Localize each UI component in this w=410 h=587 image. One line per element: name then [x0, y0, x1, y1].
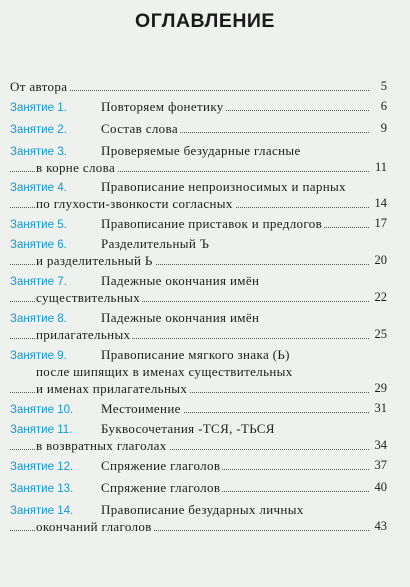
toc-entry-content [10, 236, 211, 251]
page-number: 43 [374, 519, 387, 533]
toc-entry[interactable] [10, 420, 387, 454]
toc-entry-content [36, 160, 117, 175]
toc-entry-continuation [10, 195, 387, 212]
lesson-title: Разделительный Ъ [101, 236, 210, 251]
lesson-title: существительных [36, 290, 141, 305]
toc-entry-line [10, 346, 387, 363]
toc-entry-content [10, 143, 303, 158]
toc-entry-line [10, 272, 387, 289]
toc-entry-continuation [10, 289, 387, 306]
toc-entry-content [10, 179, 348, 194]
page-number: 17 [374, 216, 387, 230]
lesson-title: Состав слова [101, 121, 178, 136]
toc-entry-content [36, 364, 295, 379]
page-number: 14 [374, 196, 387, 210]
lesson-label: Занятие 3. [10, 146, 67, 158]
toc-entry-content [10, 480, 222, 495]
toc-entry-line [10, 78, 387, 95]
lesson-title: Падежные окончания имён [101, 273, 260, 288]
toc-entry-content [36, 253, 155, 268]
toc-entry-line [10, 215, 387, 232]
lesson-label: Занятие 11. [10, 424, 73, 436]
page-number: 9 [380, 121, 387, 135]
toc-entry-content [10, 121, 180, 136]
lesson-label: Занятие 12. [10, 461, 74, 473]
toc-entry-line [10, 309, 387, 326]
toc-entry[interactable] [10, 235, 387, 269]
toc-entry-content [36, 519, 154, 534]
lesson-label: Занятие 7. [10, 276, 67, 288]
lesson-title: после шипящих в именах существительных [36, 364, 293, 379]
toc-entry[interactable] [10, 215, 387, 232]
lesson-label: Занятие 4. [10, 182, 67, 194]
toc-entry-content [36, 438, 169, 453]
lesson-title: окончаний глаголов [36, 519, 152, 534]
lesson-label: Занятие 2. [10, 124, 67, 136]
toc-entry[interactable] [10, 142, 387, 176]
toc-entry[interactable] [10, 400, 387, 417]
toc-entry[interactable] [10, 479, 387, 496]
lesson-title: Повторяем фонетику [101, 99, 224, 114]
page-title: ОГЛАВЛЕНИЕ [135, 10, 275, 32]
page-number: 25 [374, 327, 387, 341]
toc-entry-content [10, 347, 292, 362]
page-number: 29 [374, 381, 387, 395]
toc-entry[interactable] [10, 178, 387, 212]
lesson-title: От автора [10, 79, 68, 94]
toc-entry-continuation [10, 326, 387, 343]
toc-entry-content [10, 216, 324, 231]
lesson-label: Занятие 10. [10, 404, 74, 416]
page-number: 40 [374, 480, 387, 494]
toc-entry[interactable] [10, 309, 387, 343]
lesson-title: Правописание приставок и предлогов [101, 216, 323, 231]
lesson-title: Местоимение [101, 401, 181, 416]
toc-entry-continuation [10, 363, 387, 380]
toc-entry-line [10, 142, 387, 159]
lesson-title: Спряжение глаголов [101, 458, 221, 473]
lesson-label: Занятие 14. [10, 505, 74, 517]
lesson-title: Буквосочетания -ТСЯ, -ТЬСЯ [101, 421, 275, 436]
page-number: 6 [380, 99, 387, 113]
lesson-title: Спряжение глаголов [101, 480, 221, 495]
toc-entry-content [10, 502, 306, 517]
toc-entry-line [10, 479, 387, 496]
toc-entry[interactable] [10, 78, 387, 95]
lesson-label: Занятие 5. [10, 219, 67, 231]
lesson-title: и разделительный Ь [36, 253, 153, 268]
toc-entry-line [10, 120, 387, 137]
lesson-title: Правописание непроизносимых и парных [101, 179, 346, 194]
toc-entry-content [36, 196, 235, 211]
toc-entry[interactable] [10, 457, 387, 474]
lesson-label: Занятие 1. [10, 102, 67, 114]
lesson-label: Занятие 13. [10, 483, 74, 495]
lesson-title: Правописание мягкого знака (Ь) [101, 347, 290, 362]
toc-entry-content [36, 381, 189, 396]
lesson-title: в корне слова [36, 160, 116, 175]
toc-entry-line [10, 501, 387, 518]
page-number: 5 [380, 79, 387, 93]
page-number: 20 [374, 253, 387, 267]
toc-entry-line [10, 178, 387, 195]
lesson-title: Падежные окончания имён [101, 310, 260, 325]
toc-entry-line [10, 420, 387, 437]
toc-entry[interactable] [10, 501, 387, 535]
page-number: 37 [374, 458, 387, 472]
lesson-title: в возвратных глаголах [36, 438, 167, 453]
toc-entry-content [36, 290, 142, 305]
toc-entry-line [10, 400, 387, 417]
toc-entry-continuation [10, 380, 387, 397]
page-number: 34 [374, 438, 387, 452]
lesson-label: Занятие 6. [10, 239, 67, 251]
toc-entry-content [10, 421, 277, 436]
lesson-title: прилагательных [36, 327, 131, 342]
lesson-title: и именах прилагательных [36, 381, 188, 396]
toc-entry-content [10, 401, 183, 416]
toc-entry[interactable] [10, 98, 387, 115]
page-number: 31 [374, 401, 387, 415]
page-number: 11 [374, 160, 387, 174]
toc-entry-continuation [10, 518, 387, 535]
toc-entry[interactable] [10, 346, 387, 397]
toc-entry-content [36, 327, 132, 342]
toc-entry-content [10, 310, 261, 325]
toc-entry-line [10, 98, 387, 115]
toc-entry-continuation [10, 252, 387, 269]
lesson-label: Занятие 8. [10, 313, 67, 325]
lesson-title: Правописание безударных личных [101, 502, 304, 517]
toc-entry-content [10, 458, 222, 473]
toc-entry-line [10, 235, 387, 252]
lesson-title: Проверяемые безударные гласные [101, 143, 301, 158]
page-number: 22 [374, 290, 387, 304]
toc-entry-content [10, 273, 261, 288]
toc-entry-continuation [10, 437, 387, 454]
toc-entry[interactable] [10, 272, 387, 306]
toc-entry-content [10, 79, 69, 94]
toc-entry-continuation [10, 159, 387, 176]
toc-entry-line [10, 457, 387, 474]
toc-entry-content [10, 99, 226, 114]
lesson-title: по глухости-звонкости согласных [36, 196, 233, 211]
lesson-label: Занятие 9. [10, 350, 67, 362]
toc-entry[interactable] [10, 120, 387, 137]
